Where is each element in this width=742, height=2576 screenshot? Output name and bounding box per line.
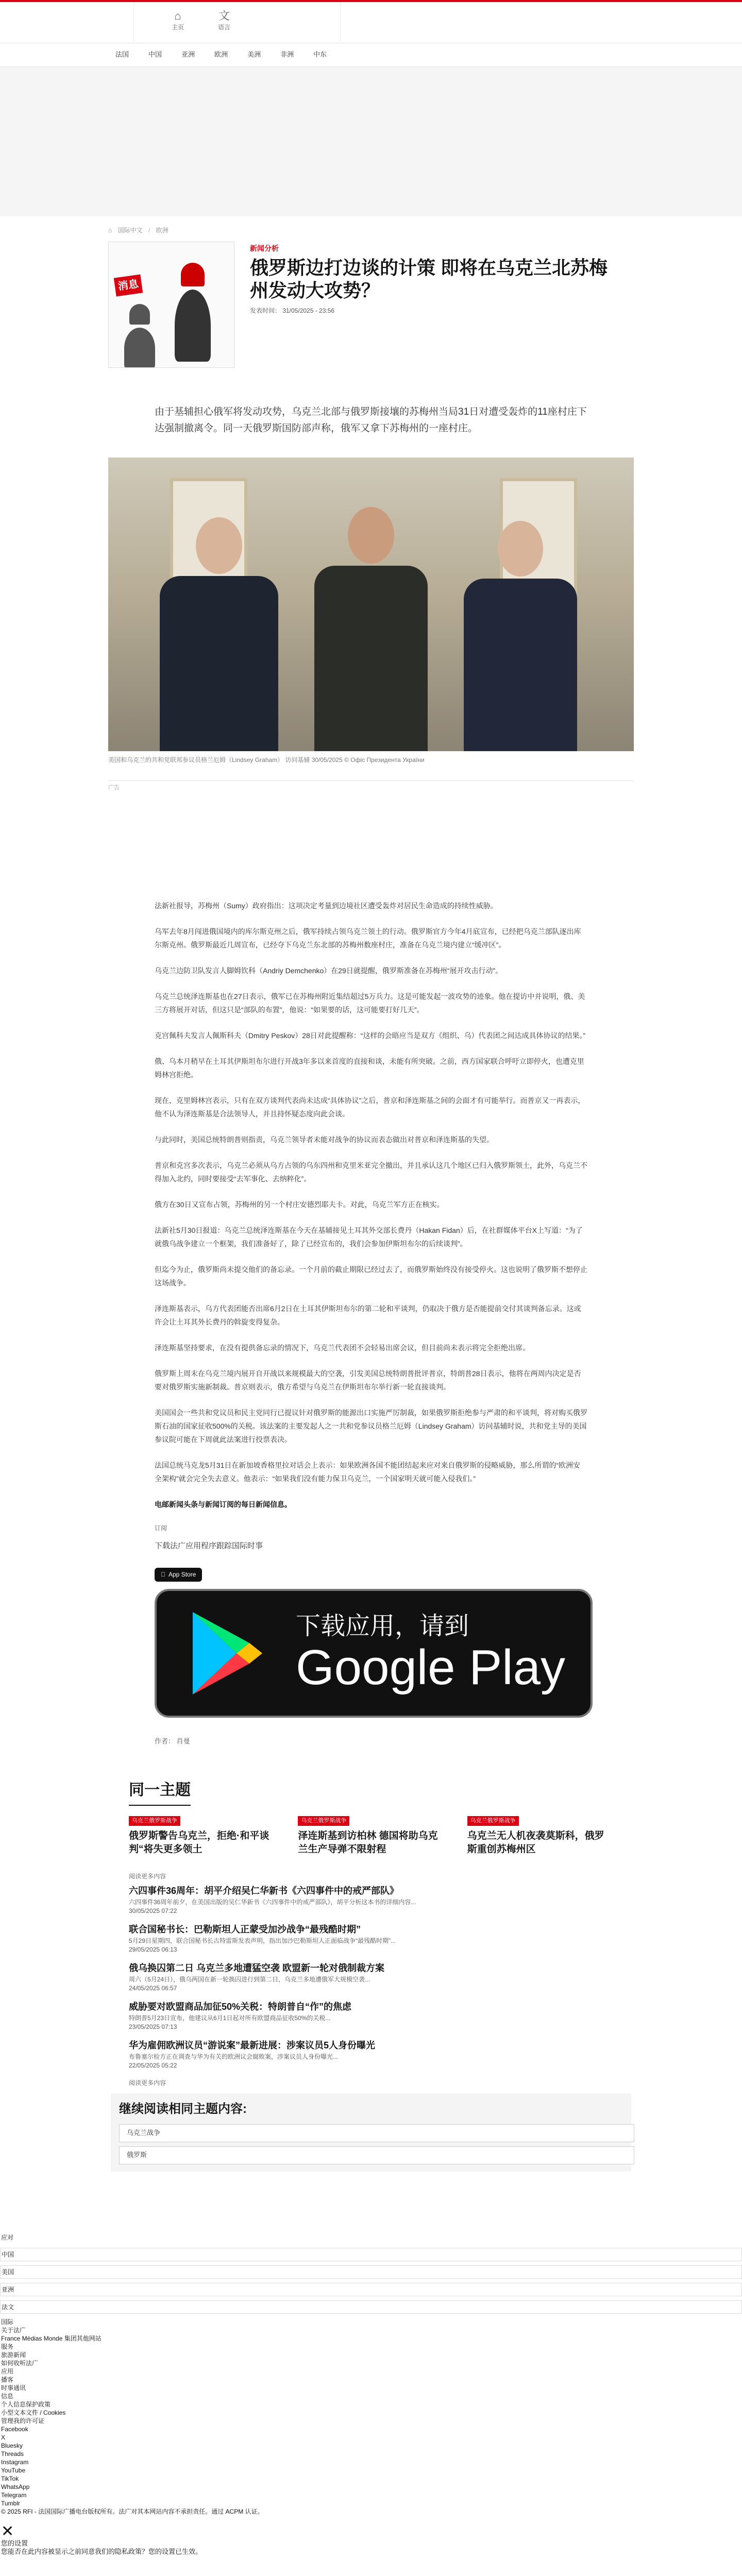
article-paragraph: 美国国会一些共和党议员和民主党同行已提议针对俄罗斯的能源出口实施严厉制裁，如果俄罗斯拒绝参与严肃的和平谈判，将对购买俄罗斯石油的国家征收500%的关税。该法案的主要发起人之一共和党参议员格兰厄姆（Lindsey Graham）访问基辅时说，共和党主导的美国参议院可能在下周就此法案进行投票表决。 <box>155 1409 587 1444</box>
article-lead: 由于基辅担心俄军将发动攻势，乌克兰北部与俄罗斯接壤的苏梅州当局31日对遭受轰炸的11座村庄下达强制撤离令。同一天俄罗斯国防部声称，俄军又拿下苏梅州的一座村庄。 <box>155 406 587 434</box>
article-date: 发表时间： 31/05/2025 - 23:56 <box>250 307 335 314</box>
category-link[interactable]: 亚洲 <box>181 50 195 59</box>
tiktok-link[interactable]: TikTok <box>1 2476 19 2484</box>
site-header <box>0 0 742 43</box>
google-play-small: 下载应用，请到 <box>296 1614 469 1641</box>
subscribe-section <box>155 1523 587 1747</box>
read-more-desc: 六四事件36周年前夕，在美国出版的吴仁华新书《六四事件中的戒严部队》，胡平分析这本书的详细内容... <box>129 1900 416 1907</box>
topic-card[interactable] <box>467 1814 613 1856</box>
figure-head-icon <box>181 263 205 286</box>
article-paragraph: 乌克兰边防卫队发言人脚姆钦科（Andriy Demchenko）在29日就提醒，俄罗斯准备在苏梅州“展开攻击行动”。 <box>155 967 503 975</box>
site-footer <box>0 2233 742 2556</box>
header-divider <box>340 2 341 43</box>
article-paragraph: 与此同时，美国总统特朗普则指责，乌克兰领导者未能对战争的协议而表态做出对普京和泽连斯基的失望。 <box>155 1136 494 1144</box>
read-more-desc: 特朗普5月23日宣布，他建议从6月1日起对所有欧盟商品征收50%的关税... <box>129 2015 331 2023</box>
whatsapp-link[interactable]: WhatsApp <box>1 2484 30 2492</box>
footer-line[interactable]: 管理我的许可证 <box>1 2418 45 2426</box>
read-more-desc: 布鲁塞尔检方正在调查与华为有关的欧洲议会腐败案，涉案议员人身份曝光... <box>129 2054 339 2062</box>
footer-line[interactable]: 个人信息保护政策 <box>1 2402 51 2410</box>
article-paragraph: 但迄今为止，俄罗斯尚未提交他们的备忘录。一个月前的截止期限已经过去了，而俄罗斯始终没有接受停火。这也说明了俄罗斯不想停止这场战争。 <box>155 1265 587 1287</box>
hero-text <box>250 242 611 368</box>
footer-line[interactable]: 时事通讯 <box>1 2385 26 2393</box>
article-body <box>155 899 587 1511</box>
threads-link[interactable]: Threads <box>1 2451 24 2459</box>
news-stamp: 消息 <box>114 275 143 297</box>
related-topic-link[interactable]: 俄罗斯 <box>119 2146 634 2164</box>
topic-card-title: 泽连斯基到访柏林 德国将助乌克兰生产导弹不限射程 <box>298 1831 438 1856</box>
article-paragraph: 现在，克里姆林宫表示，只有在双方谈判代表尚未达成“具体协议”之后，普京和泽连斯基之间的会面才有可能举行。而普京又一再表示，他不认为泽连斯基是合法领导人，并且持怀疑态度向此会谈。 <box>155 1096 585 1118</box>
footer-line[interactable]: 小型文本文件 / Cookies <box>1 2410 66 2418</box>
google-play-icon <box>188 1609 265 1697</box>
home-nav[interactable] <box>155 9 201 32</box>
read-more-title: 华为雇佣欧洲议员“游说案”最新进展：涉案议员5人身份曝光 <box>129 2041 376 2052</box>
figure-body-icon <box>124 328 155 368</box>
article-kicker[interactable]: 新闻分析 <box>250 244 279 253</box>
footer-top: 应对 <box>1 2235 14 2243</box>
article-paragraph: 法新社5月30日报道：乌克兰总统泽连斯基在今天在基辅接见土耳其外交部长费丹（Hakan Fidan）后，在社群媒体平台X上写道：“为了就俄乌战争建立一个框架，我们准备好了，除了已经宣布的，我们会参加伊斯坦布尔的后续谈判”。 <box>155 1226 583 1248</box>
category-link[interactable]: 非洲 <box>280 50 294 59</box>
read-more-title: 六四事件36周年：胡平介绍吴仁华新书《六四事件中的戒严部队》 <box>129 1887 399 1897</box>
bluesky-link[interactable]: Bluesky <box>1 2443 23 2451</box>
breadcrumb-separator: / <box>148 227 150 234</box>
breadcrumb-item[interactable]: 国际中文 <box>117 227 143 234</box>
footer-line[interactable]: 旅游新闻 <box>1 2352 26 2360</box>
article-author: 作者： 肖曼 <box>155 1738 190 1747</box>
footer-line: 服务 <box>1 2344 14 2352</box>
topic-tag: 乌克兰俄罗斯战争 <box>467 1816 519 1826</box>
read-more-date: 22/05/2025 05:22 <box>129 2063 177 2071</box>
article-paragraph <box>155 1498 587 1511</box>
article-paragraph: 普京和克宫多次表示，乌克兰必须从乌方占领的乌东四州和克里米亚完全撤出，并且承认这几个地区已归入俄罗斯领土，此外，乌克兰不得加入北约，同时要接受“去军事化、去纳粹化”。 <box>155 1161 587 1183</box>
read-more-date: 24/05/2025 06:57 <box>129 1986 177 1993</box>
footer-line[interactable]: 关于法广 <box>1 2328 26 2335</box>
breadcrumb <box>108 216 634 242</box>
read-more-link[interactable]: 阅读更多内容 <box>129 2080 166 2088</box>
article-paragraph: 俄、乌本月稍早在土耳其伊斯坦布尔进行开战3年多以来首度的直接和谈，未能有所突破。之前，西方国家联合呼吁立即停火，也遭克里姆林宫拒绝。 <box>155 1057 584 1079</box>
read-more-item[interactable] <box>129 2001 613 2032</box>
photo-person <box>314 507 428 751</box>
category-link[interactable]: 中国 <box>148 50 162 59</box>
article-paragraph: 乌军去年8月闯进俄国境内的库尔斯克州之后，俄军持续占领乌克兰领土的行动。俄罗斯官方今年4月底宣布，已经把乌克兰部队逐出库尔斯克州。俄罗斯最近几周宣布，已经夺下乌克兰东北部的苏梅州数座村庄，准备在乌克兰境内建立“缓冲区”。 <box>155 927 581 950</box>
topic-card-title: 乌克兰无人机夜袭莫斯科，俄罗斯重创苏梅州区 <box>467 1831 604 1856</box>
copyright: © 2025 RFI - 法国国际广播电台版权所有。法广对其本网站内容不承担责任。通过 ACPM 认证。 <box>1 2509 264 2517</box>
read-more-date: 23/05/2025 07:13 <box>129 2024 177 2032</box>
telegram-link[interactable]: Telegram <box>1 2493 27 2500</box>
edition-select[interactable]: 中国 <box>0 2248 742 2261</box>
tumblr-link[interactable]: Tumblr <box>1 2501 20 2509</box>
read-more-date: 30/05/2025 07:22 <box>129 1908 177 1916</box>
logo-area[interactable] <box>0 2 134 43</box>
topic-card[interactable] <box>129 1814 275 1856</box>
read-more-title: 联合国秘书长：巴勒斯坦人正蒙受加沙战争“最残酷时期” <box>129 1925 361 1936</box>
read-more-item[interactable] <box>129 2039 613 2071</box>
photo-caption: 美国和乌克兰的共和党联邦参议员格兰厄姆（Lindsey Graham） 访问基辅 30/05/2025 © Офіс Президента України <box>108 756 425 764</box>
read-more-title: 俄乌换囚第二日 乌克兰多地遭猛空袭 欧盟新一轮对俄制裁方案 <box>129 1964 384 1975</box>
article-paragraph: 泽连斯基表示，乌方代表团能否出席6月2日在土耳其伊斯坦布尔的第二轮和平谈判，仍取决于俄方是否能提前交付其谈判备忘录。这或许会让土耳其外长费丹的斡旋变得复杂。 <box>155 1304 581 1327</box>
home-label: 主页 <box>171 24 184 31</box>
article-hero <box>108 242 634 368</box>
category-link[interactable]: 中东 <box>313 50 327 59</box>
instagram-link[interactable]: Instagram <box>1 2460 29 2467</box>
figure-head-icon <box>129 304 150 325</box>
edition-select[interactable]: 美国 <box>0 2265 742 2279</box>
home-icon: ⌂ <box>174 9 181 22</box>
related-topic-link[interactable]: 乌克兰战争 <box>119 2124 634 2142</box>
language-label: 语言 <box>217 24 230 31</box>
read-more-date: 29/05/2025 06:13 <box>129 1947 177 1955</box>
read-more-section <box>129 1872 613 2088</box>
category-nav <box>0 43 742 67</box>
google-play-text <box>296 1612 565 1697</box>
article-paragraph: 俄罗斯上周末在乌克兰境内展开自开战以来规模最大的空袭，引发美国总统特朗普批评普京，特朗普28日表示，他将在两周内决定是否要对俄罗斯实施新制裁。普京则表示，俄方希望与乌克兰在伊斯坦布尔举行新一轮直接谈判。 <box>155 1369 581 1392</box>
edition-select[interactable]: 亚洲 <box>0 2283 742 2296</box>
related-heading: 继续阅读相同主题内容: <box>119 2103 247 2117</box>
close-icon[interactable]: ✕ <box>1 2524 14 2541</box>
apple-icon <box>161 1570 165 1580</box>
language-nav[interactable] <box>201 9 247 32</box>
facebook-link[interactable]: Facebook <box>1 2427 28 2434</box>
article-paragraph: 法国总统马克龙5月31日在新加坡香格里拉对话会上表示：如果欧洲各国不能团结起来应对来自俄罗斯的侵略威胁，那么所谓的“欧洲安全架构”就会完全失去意义。他表示：“如果我们没有能力保卫乌克兰，一个国家明天就可能入侵我们。” <box>155 1461 581 1483</box>
read-more-heading: 阅读更多内容 <box>129 1873 166 1881</box>
category-link[interactable]: 欧洲 <box>214 50 228 59</box>
article-paragraph: 俄方在30日又宣布占领，苏梅州的另一个村庄安德烈耶夫卡。对此，乌克兰军方正在核实。 <box>155 1200 444 1209</box>
read-more-desc: 周六（5月24日），俄乌两国在新一轮换囚进行到第二日，乌克兰多地遭俄军大规模空袭... <box>129 1977 370 1985</box>
topic-tag: 乌克兰俄罗斯战争 <box>298 1816 349 1826</box>
category-link[interactable]: 美洲 <box>247 50 261 59</box>
ad-label: 广告 <box>108 785 120 791</box>
article-main <box>108 216 634 368</box>
cookie-lead: 您的设置 <box>1 2540 28 2549</box>
x-link[interactable]: X <box>1 2435 6 2443</box>
photo-person <box>160 517 278 751</box>
photo-person <box>464 521 577 751</box>
header-icons <box>155 9 247 32</box>
footer-line[interactable]: 应用 <box>1 2369 14 2377</box>
read-more-item[interactable] <box>129 1885 613 1916</box>
topic-card-title: 俄罗斯警告乌克兰，拒绝·和平谈判“将失更多领土 <box>129 1831 269 1856</box>
figure-body-icon <box>175 290 211 362</box>
article-title: 俄罗斯边打边谈的计策 即将在乌克兰北苏梅州发动大攻势？ <box>250 257 608 301</box>
breadcrumb-item[interactable]: 欧洲 <box>156 227 168 234</box>
google-play-banner[interactable] <box>155 1589 593 1718</box>
topic-tag: 乌克兰俄罗斯战争 <box>129 1816 180 1826</box>
read-more-title: 威胁要对欧盟商品加征50%关税：特朗普自“作”的焦虑 <box>129 2003 352 2013</box>
edition-select[interactable]: 法文 <box>0 2300 742 2314</box>
read-more-item[interactable] <box>129 1962 613 1993</box>
newsletter-promo[interactable]: 电邮新闻头条与新闻订阅的每日新闻信息。 <box>155 1500 292 1509</box>
same-topic-section <box>129 1778 613 1856</box>
article-photo[interactable] <box>108 457 634 751</box>
footer-line[interactable]: France Médias Monde 集团其他网站 <box>1 2336 102 2344</box>
app-store-label: App Store <box>164 1571 192 1579</box>
footer-line[interactable]: 播客 <box>1 2377 14 2385</box>
footer-line[interactable]: 国际 <box>1 2319 14 2327</box>
youtube-link[interactable]: YouTube <box>1 2468 26 2476</box>
related-topics <box>111 2093 631 2172</box>
article-paragraph: 法新社报导，苏梅州（Sumy）政府指出：这项决定考量到边境社区遭受轰炸对居民生命造成的持续性威胁。 <box>155 902 498 910</box>
read-more-item[interactable] <box>129 1923 613 1955</box>
google-play-big: Google Play <box>296 1641 565 1697</box>
same-topic-heading: 同一主题 <box>129 1778 191 1806</box>
language-icon: 文 <box>218 9 230 22</box>
subscribe-button[interactable]: 订阅 <box>155 1524 167 1532</box>
top-ad-banner <box>0 67 742 216</box>
inline-ad <box>108 781 634 899</box>
download-app-title: 下载法广应用程序跟踪国际时事 <box>155 1541 263 1550</box>
cookie-banner <box>0 2524 742 2556</box>
category-link[interactable]: 法国 <box>115 50 129 59</box>
article-paragraph: 乌克兰总统泽连斯基也在27日表示，俄军已在苏梅州附近集结超过5万兵力。这是可能发起一波攻势的迹象。他在提访中并说明，俄、美三方将展开对话，但这只是“部队的布置”，他说：“如果要的话，这可能要打好几天”。 <box>155 992 585 1014</box>
app-store-button[interactable] <box>155 1568 202 1582</box>
footer-line: 信息 <box>1 2394 14 2401</box>
article-paragraph: 泽连斯基坚持要求，在没有提供备忘录的情况下，乌克兰代表团不会轻易出席会议，但目前尚未表示将完全拒绝出席。 <box>155 1344 530 1352</box>
cookie-text: 您能否在此内容被显示之前同意我们的隐私政策？您的设置已生效。 <box>1 2549 203 2557</box>
news-illustration <box>108 242 234 368</box>
read-more-desc: 5月29日星期四，联合国秘书长古特雷斯发表声明，指出加沙巴勒斯坦人正面临战争“最残酷时期”... <box>129 1938 396 1946</box>
article-paragraph: 克宫佩科夫发言人佩斯科夫（Dmitry Peskov）28日对此提醒称：“这样的会晤应当是双方《组织、乌）代表团之间达成具体协议的结果。” <box>155 1031 586 1040</box>
breadcrumb-home-icon[interactable]: ⌂ <box>108 227 112 234</box>
topic-card[interactable] <box>298 1814 444 1856</box>
topic-cards <box>129 1814 613 1856</box>
footer-line[interactable]: 如何收听法广 <box>1 2361 39 2368</box>
